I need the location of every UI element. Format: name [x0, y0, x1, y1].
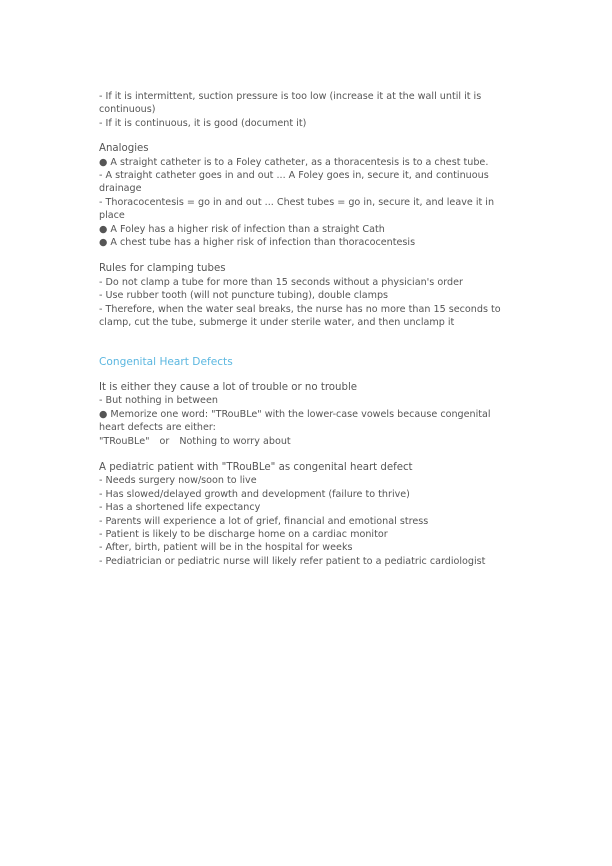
analogies-section [99, 142, 509, 249]
pediatric-line: - Has slowed/delayed growth and development (failure to thrive) [99, 488, 410, 500]
chd-options [99, 435, 509, 448]
pediatric-section [99, 461, 509, 568]
pediatric-line: - Has a shortened life expectancy [99, 502, 261, 514]
suction-note-continuous: - If it is continuous, it is good (document it) [99, 117, 307, 129]
pediatric-line: - Needs surgery now/soon to live [99, 475, 257, 487]
analogy-line: - Thoracocentesis = go in and out ... Chest tubes = go in, secure it, and leave it in place [99, 196, 495, 222]
pediatric-heading: A pediatric patient with "TRouBLe" as congenital heart defect [99, 461, 413, 473]
clamping-section [99, 262, 509, 329]
chd-option-trouble: "TRouBLe" [99, 435, 150, 447]
clamping-rule: - Do not clamp a tube for more than 15 seconds without a physician's order [99, 276, 463, 288]
clamping-rule: - Therefore, when the water seal breaks, the nurse has no more than 15 seconds to clamp, cut the tube, submerge it under sterile water, and then unclamp it [99, 303, 501, 329]
analogy-line: - A straight catheter goes in and out ... A Foley goes in, secure it, and continuous drainage [99, 170, 489, 195]
pediatric-line: - After, birth, patient will be in the hospital for weeks [99, 542, 353, 554]
chd-line: ● Memorize one word: "TRouBLe" with the lower-case vowels because congenital heart defects are either: [99, 408, 491, 434]
chd-intro: It is either they cause a lot of trouble or no trouble [99, 381, 358, 393]
suction-note-intermittent: - If it is intermittent, suction pressure is too low (increase it at the wall until it is continuous) [99, 91, 482, 116]
document-content [99, 90, 509, 568]
clamping-heading: Rules for clamping tubes [99, 263, 226, 275]
analogy-line: ● A Foley has a higher risk of infection than a straight Cath [99, 223, 385, 235]
pediatric-line: - Patient is likely to be discharge home on a cardiac monitor [99, 528, 388, 540]
chd-line: - But nothing in between [99, 395, 218, 407]
pediatric-line: - Pediatrician or pediatric nurse will likely refer patient to a pediatric cardiologist [99, 555, 486, 567]
analogies-heading: Analogies [99, 143, 149, 155]
suction-notes [99, 90, 509, 130]
chd-option-nothing: Nothing to worry about [179, 435, 291, 447]
clamping-rule: - Use rubber tooth (will not puncture tubing), double clamps [99, 290, 389, 302]
analogy-line: ● A chest tube has a higher risk of infection than thoracocentesis [99, 237, 416, 249]
pediatric-line: - Parents will experience a lot of grief, financial and emotional stress [99, 515, 429, 527]
analogy-line: ● A straight catheter is to a Foley catheter, as a thoracentesis is to a chest tube. [99, 156, 489, 168]
chd-option-or: or [159, 435, 170, 447]
chd-title: Congenital Heart Defects [99, 355, 233, 368]
chd-section [99, 356, 509, 448]
